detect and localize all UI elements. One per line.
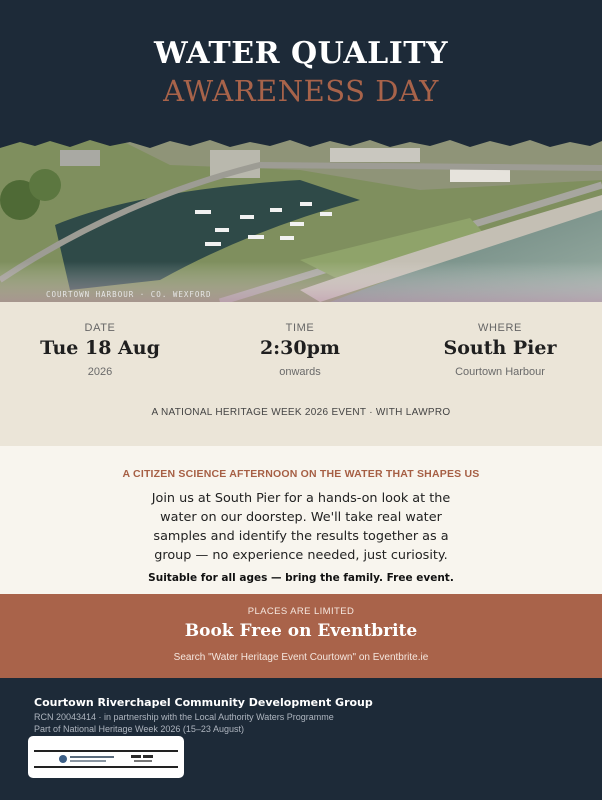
time-label: TIME: [285, 322, 315, 334]
time-value: 2:30pm: [259, 337, 341, 359]
description-kicker: A CITIZEN SCIENCE AFTERNOON ON THE WATER THAT SHAPES US: [122, 468, 480, 480]
audience-note: Suitable for all ages — bring the family. Free event.: [148, 572, 454, 584]
heritage-week-line: Part of National Heritage Week 2026 (15–23 August): [34, 724, 244, 734]
footer: [0, 678, 602, 800]
title-line-2: AWARENESS DAY: [163, 74, 439, 108]
where-label: WHERE: [478, 322, 522, 334]
booking-cta[interactable]: [0, 594, 602, 678]
date-year: 2026: [87, 366, 113, 378]
registration-line: RCN 20043414 · in partnership with the Local Authority Waters Programme: [34, 712, 334, 722]
logo-bar: [34, 750, 178, 768]
heritage-week-note: A NATIONAL HERITAGE WEEK 2026 EVENT · WITH LAWPRO: [151, 407, 451, 418]
title-line-1: WATER QUALITY: [154, 36, 448, 71]
time-sub: onwards: [279, 366, 321, 378]
partner-logos: [28, 736, 184, 778]
book-eventbrite-link[interactable]: Book Free on Eventbrite: [184, 621, 418, 641]
description-body: Join us at South Pier for a hands-on look at the water on our doorstep. We'll take real water samples and identify the results together as a group — no experience needed, just curiosity.: [151, 491, 451, 563]
date-label: DATE: [84, 322, 116, 334]
poster-header: [0, 0, 602, 140]
photo-caption: COURTOWN HARBOUR · CO. WEXFORD: [46, 290, 212, 299]
lawpro-logo-icon: [130, 753, 160, 765]
waters-programme-logo-icon: [58, 754, 116, 764]
cta-kicker: PLACES ARE LIMITED: [247, 606, 355, 617]
info-date: [0, 322, 200, 378]
event-info-band: [0, 302, 602, 446]
event-description: [0, 446, 602, 594]
where-value: South Pier: [443, 337, 557, 359]
organisation-name: Courtown Riverchapel Community Development Group: [34, 696, 373, 709]
cta-search-hint: Search "Water Heritage Event Courtown" on Eventbrite.ie: [173, 652, 429, 663]
harbour-aerial-image: [0, 140, 602, 302]
date-value: Tue 18 Aug: [40, 337, 160, 359]
info-where: [400, 322, 600, 378]
where-sub: Courtown Harbour: [455, 366, 545, 378]
harbour-photo: [0, 140, 602, 302]
info-time: [200, 322, 400, 378]
